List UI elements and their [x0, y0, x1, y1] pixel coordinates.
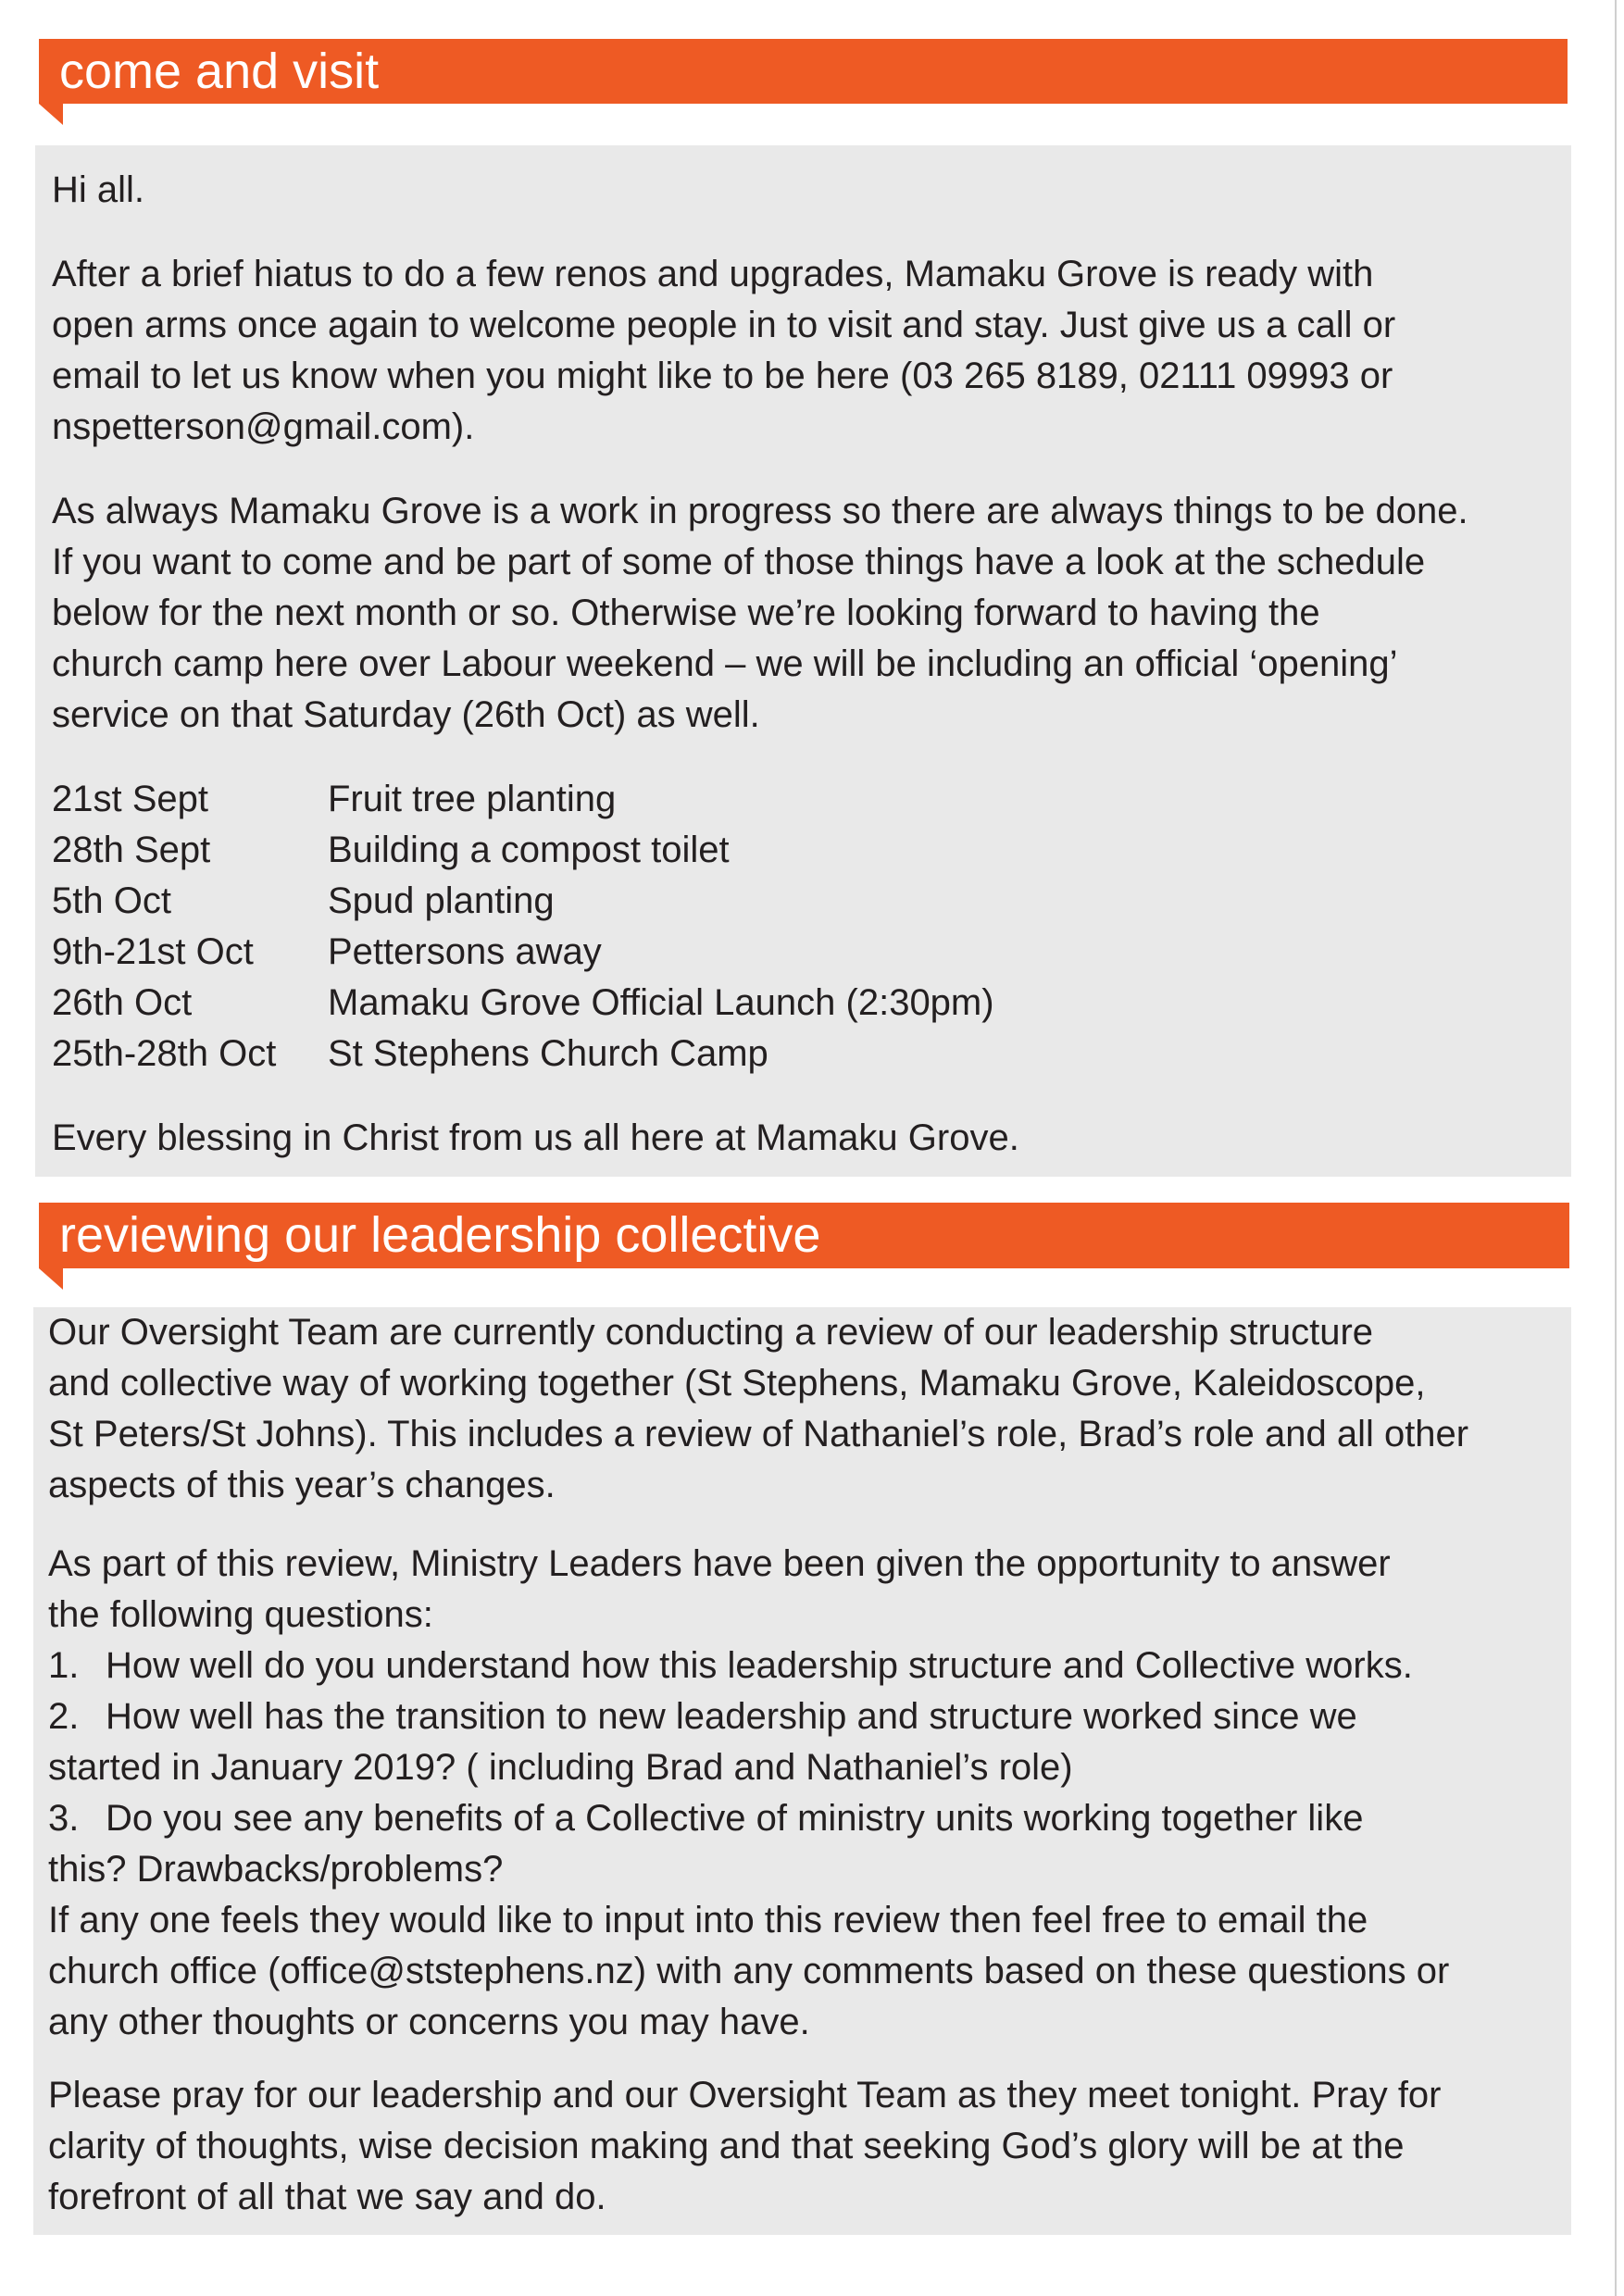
section-title: come and visit	[59, 44, 380, 99]
text-line: Our Oversight Team are currently conducting a review of our leadership structure	[48, 1312, 1374, 1353]
text-line: below for the next month or so. Otherwise we’re looking forward to having the	[52, 593, 1320, 633]
intro-paragraph	[52, 249, 1571, 453]
text-line: Please pray for our leadership and our Oversight Team as they meet tonight. Pray for	[48, 2075, 1442, 2115]
schedule-event: St Stephens Church Camp	[328, 1033, 768, 1074]
review-intro-paragraph	[48, 1307, 1571, 1511]
text-line: clarity of thoughts, wise decision making and that seeking God’s glory will be at the	[48, 2126, 1405, 2166]
question-text: How well do you understand how this leadership structure and Collective works.	[106, 1645, 1413, 1686]
text-line: church camp here over Labour weekend – we will be including an official ‘opening’	[52, 643, 1398, 684]
greeting: Hi all.	[52, 169, 145, 210]
schedule-row	[52, 774, 1571, 825]
question-continuation: this? Drawbacks/problems?	[48, 1849, 504, 1890]
text-line: If you want to come and be part of some of those things have a look at the schedule	[52, 542, 1426, 582]
text-line: church office (office@ststephens.nz) with any comments based on these questions or	[48, 1951, 1450, 1991]
text-line: As always Mamaku Grove is a work in progress so there are always things to be done.	[52, 491, 1468, 531]
question-item	[48, 1793, 1571, 1844]
section-title: reviewing our leadership collective	[59, 1207, 821, 1263]
schedule-date: 5th Oct	[52, 880, 171, 921]
text-line: After a brief hiatus to do a few renos and upgrades, Mamaku Grove is ready with	[52, 254, 1374, 294]
closing-blessing: Every blessing in Christ from us all here at Mamaku Grove.	[52, 1117, 1019, 1158]
schedule-row	[52, 978, 1571, 1029]
schedule-date: 9th-21st Oct	[52, 931, 254, 972]
text-line: the following questions:	[48, 1594, 433, 1635]
text-line: forefront of all that we say and do.	[48, 2177, 606, 2217]
text-line: service on that Saturday (26th Oct) as well.	[52, 694, 760, 735]
schedule-row	[52, 927, 1571, 978]
questions-intro-paragraph	[48, 1539, 1571, 2048]
schedule-date: 21st Sept	[52, 779, 209, 819]
prayer-paragraph	[48, 2070, 1571, 2223]
text-line: St Peters/St Johns). This includes a review of Nathaniel’s role, Brad’s role and all other	[48, 1414, 1469, 1454]
schedule-event: Pettersons away	[328, 931, 602, 972]
text-line: any other thoughts or concerns you may have.	[48, 2002, 810, 2042]
text-line: If any one feels they would like to input into this review then feel free to email the	[48, 1900, 1368, 1940]
text-line: and collective way of working together (St Stephens, Mamaku Grove, Kaleidoscope,	[48, 1363, 1426, 1404]
schedule-date: 25th-28th Oct	[52, 1033, 277, 1074]
text-line: open arms once again to welcome people in to visit and stay. Just give us a call or	[52, 305, 1396, 345]
question-continuation: started in January 2019? ( including Brad and Nathaniel’s role)	[48, 1747, 1073, 1788]
question-text: Do you see any benefits of a Collective of ministry units working together like	[106, 1798, 1364, 1839]
schedule-row	[52, 1029, 1571, 1079]
schedule-row	[52, 825, 1571, 876]
text-line: email to let us know when you might like to be here (03 265 8189, 02111 09993 or	[52, 356, 1393, 396]
question-number: 2.	[48, 1696, 80, 1737]
schedule-list	[52, 774, 1571, 1079]
schedule-row	[52, 876, 1571, 927]
leadership-review-panel	[33, 1307, 1571, 2235]
schedule-date: 28th Sept	[52, 830, 211, 870]
text-line: As part of this review, Ministry Leaders have been given the opportunity to answer	[48, 1543, 1391, 1584]
section-banner-come-and-visit	[39, 39, 1568, 104]
schedule-event: Spud planting	[328, 880, 555, 921]
come-and-visit-panel	[35, 145, 1571, 1177]
text-line: aspects of this year’s changes.	[48, 1465, 556, 1505]
section-banner-leadership-review	[39, 1203, 1569, 1268]
schedule-event: Mamaku Grove Official Launch (2:30pm)	[328, 982, 994, 1023]
text-line: nspetterson@gmail.com).	[52, 406, 475, 447]
question-text: How well has the transition to new leadership and structure worked since we	[106, 1696, 1357, 1737]
schedule-intro-paragraph	[52, 486, 1571, 741]
schedule-date: 26th Oct	[52, 982, 193, 1023]
question-item	[48, 1691, 1571, 1742]
page-edge-rule	[1615, 0, 1617, 2296]
schedule-event: Fruit tree planting	[328, 779, 617, 819]
schedule-event: Building a compost toilet	[328, 830, 730, 870]
question-item	[48, 1641, 1571, 1691]
question-number: 3.	[48, 1798, 80, 1839]
question-number: 1.	[48, 1645, 80, 1686]
